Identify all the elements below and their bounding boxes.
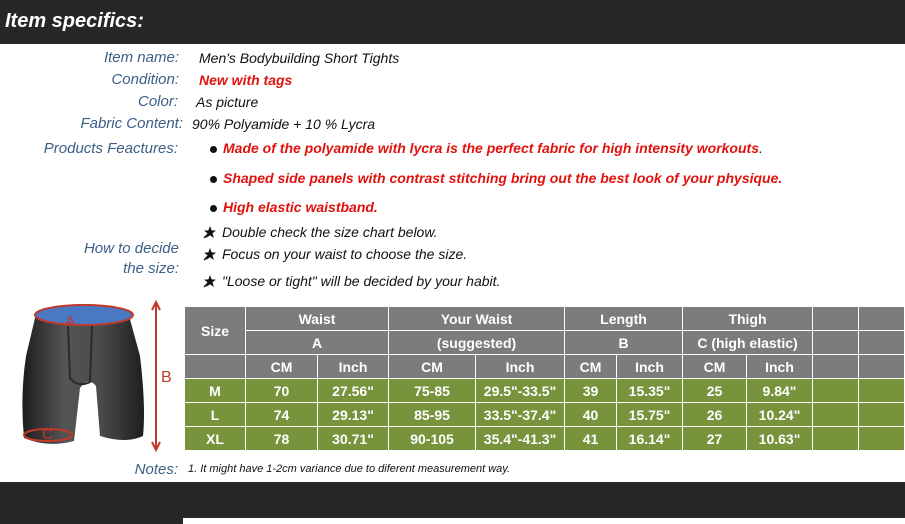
bullet-icon — [210, 146, 217, 153]
waist-cm-cell: 74 — [246, 403, 318, 427]
notes-value: 1. It might have 1-2cm variance due to diferent measurement way. — [188, 463, 511, 475]
size-chart-table — [184, 306, 905, 451]
length-inch-cell: 15.35" — [617, 379, 683, 403]
size-guide-text: "Loose or tight" will be decided by your habit. — [222, 273, 501, 289]
size-guide-item — [203, 246, 467, 262]
group-subheader: A — [246, 331, 389, 355]
thigh-inch-cell: 10.24" — [747, 403, 813, 427]
group-header: Your Waist — [389, 307, 565, 331]
feature-text: Made of the polyamide with lycra is the perfect fabric for high intensity workouts — [223, 140, 759, 156]
item-name-label: Item name: — [103, 49, 179, 66]
bullet-icon — [210, 205, 217, 212]
empty-cell — [859, 403, 905, 427]
group-subheader: (suggested) — [389, 331, 565, 355]
features-label: Products Feactures: — [43, 140, 178, 157]
size-guide-text: Double check the size chart below. — [222, 224, 438, 240]
your-waist-inch-cell: 33.5"-37.4" — [476, 403, 565, 427]
fabric-label: Fabric Content: — [80, 115, 183, 132]
feature-text: Shaped side panels with contrast stitching bring out the best look of your physique. — [223, 170, 783, 186]
unit-header: CM — [683, 355, 747, 379]
pin-star-icon — [203, 274, 217, 288]
waist-cm-cell: 70 — [246, 379, 318, 403]
unit-header: CM — [389, 355, 476, 379]
waist-inch-cell: 30.71" — [318, 427, 389, 451]
section-title: Item specifics: — [5, 10, 144, 32]
empty-cell — [859, 331, 905, 355]
group-subheader: C (high elastic) — [683, 331, 813, 355]
size-cell: L — [185, 403, 246, 427]
waist-inch-cell: 27.56" — [318, 379, 389, 403]
unit-header: CM — [565, 355, 617, 379]
feature-text: High elastic waistband. — [223, 199, 378, 215]
pin-star-icon — [203, 225, 217, 239]
label-b: B — [161, 369, 172, 386]
empty-cell — [185, 355, 246, 379]
unit-header: Inch — [476, 355, 565, 379]
feature-item — [210, 140, 763, 156]
section-header — [0, 0, 905, 44]
your-waist-inch-cell: 35.4"-41.3" — [476, 427, 565, 451]
group-header: Thigh — [683, 307, 813, 331]
thigh-cm-cell: 27 — [683, 427, 747, 451]
group-header: Length — [565, 307, 683, 331]
size-guide-text: Focus on your waist to choose the size. — [222, 246, 468, 262]
size-guide-item — [203, 273, 500, 289]
length-inch-cell: 15.75" — [617, 403, 683, 427]
thigh-cm-cell: 26 — [683, 403, 747, 427]
unit-header: Inch — [747, 355, 813, 379]
length-cm-cell: 39 — [565, 379, 617, 403]
color-label: Color: — [137, 93, 178, 110]
thigh-inch-cell: 10.63" — [747, 427, 813, 451]
empty-cell — [813, 427, 859, 451]
unit-header: CM — [246, 355, 318, 379]
unit-header: Inch — [617, 355, 683, 379]
condition-label: Condition: — [111, 71, 179, 88]
notes-label: Notes: — [134, 461, 178, 478]
label-c: C — [42, 426, 53, 443]
size-cell: M — [185, 379, 246, 403]
footer-divider — [183, 518, 905, 524]
waist-inch-cell: 29.13" — [318, 403, 389, 427]
table-row — [185, 379, 905, 403]
empty-cell — [859, 427, 905, 451]
size-column-header: Size — [185, 307, 246, 355]
feature-tail: . — [758, 140, 763, 156]
waist-cm-cell: 78 — [246, 427, 318, 451]
size-guide-label-line1: How to decide — [83, 240, 179, 257]
empty-cell — [813, 307, 859, 331]
fabric-value: 90% Polyamide + 10 % Lycra — [192, 116, 376, 132]
table-row — [185, 427, 905, 451]
thigh-inch-cell: 9.84" — [747, 379, 813, 403]
length-cm-cell: 41 — [565, 427, 617, 451]
length-inch-cell: 16.14" — [617, 427, 683, 451]
label-a: A — [65, 313, 76, 330]
shorts-illustration — [18, 296, 183, 456]
waist-ellipse — [35, 305, 133, 325]
your-waist-cm-cell: 85-95 — [389, 403, 476, 427]
your-waist-inch-cell: 29.5"-33.5" — [476, 379, 565, 403]
unit-header: Inch — [318, 355, 389, 379]
group-subheader: B — [565, 331, 683, 355]
length-cm-cell: 40 — [565, 403, 617, 427]
feature-item — [210, 170, 782, 186]
item-name-value: Men's Bodybuilding Short Tights — [199, 50, 400, 66]
empty-cell — [813, 379, 859, 403]
pin-star-icon — [203, 247, 217, 261]
condition-value: New with tags — [199, 72, 293, 88]
empty-cell — [859, 355, 905, 379]
empty-cell — [859, 379, 905, 403]
size-cell: XL — [185, 427, 246, 451]
empty-cell — [813, 355, 859, 379]
empty-cell — [813, 331, 859, 355]
size-guide-item — [203, 224, 438, 240]
thigh-cm-cell: 25 — [683, 379, 747, 403]
empty-cell — [813, 403, 859, 427]
group-header: Waist — [246, 307, 389, 331]
your-waist-cm-cell: 90-105 — [389, 427, 476, 451]
feature-item — [210, 199, 378, 215]
empty-cell — [859, 307, 905, 331]
bullet-icon — [210, 176, 217, 183]
table-row — [185, 403, 905, 427]
color-value: As picture — [196, 94, 259, 110]
size-guide-label-line2: the size: — [123, 260, 179, 277]
your-waist-cm-cell: 75-85 — [389, 379, 476, 403]
